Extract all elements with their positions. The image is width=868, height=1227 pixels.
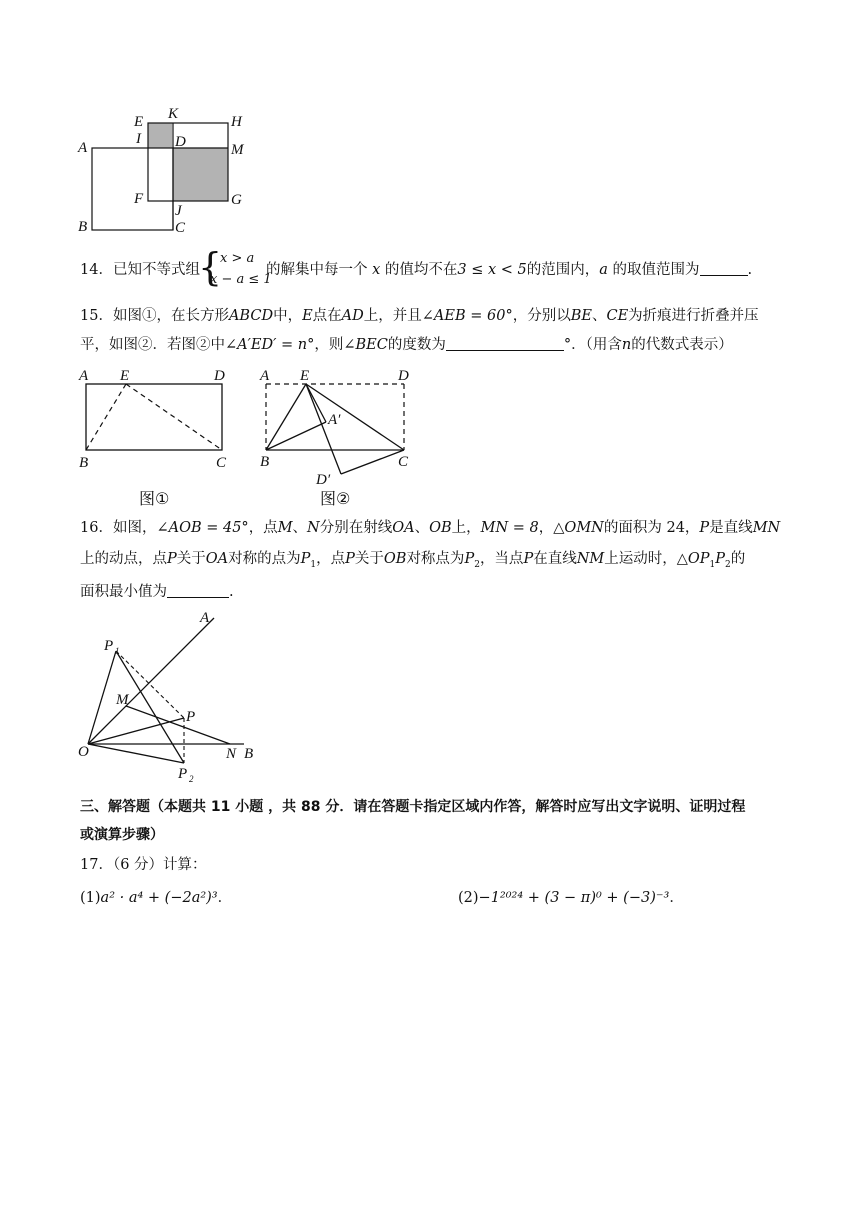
q16-line-nm: NM — [576, 551, 605, 567]
q16-ray-ob: OB — [429, 520, 452, 536]
label-H: H — [231, 114, 242, 130]
q15-text: 的代数式表示） — [631, 337, 733, 353]
question-17-part-1 — [80, 888, 232, 908]
q16-text: 的面积为 24， — [603, 520, 700, 536]
q16-text: 分别在射线 — [319, 520, 393, 536]
q16-text: 对称的点为 — [228, 551, 301, 567]
q17-part1-end: ． — [217, 890, 233, 906]
q16-p2: P — [464, 551, 475, 567]
section-3-heading-line-2: 或演算步骤） — [80, 827, 164, 843]
q16-text: 如图， — [112, 520, 157, 536]
fig1-label-D: D — [214, 368, 225, 384]
q15-point-e: E — [302, 308, 313, 324]
q16-text: 在直线 — [533, 551, 577, 567]
q16-point-m: M — [277, 520, 293, 536]
fig2-label-C: C — [398, 454, 409, 470]
q16-text: 、 — [414, 520, 430, 536]
q16-text: ，当点 — [479, 551, 524, 567]
q16-mn-eq: MN = 8 — [480, 520, 539, 536]
fig1-label-C: C — [216, 455, 227, 471]
q16-p1-sub: 1 — [310, 559, 317, 570]
q15-angle-bec: ∠BEC — [343, 337, 388, 353]
q14-rest — [266, 260, 752, 280]
section-3-heading-line-1: 三、解答题（本题共 11 小题 ，共 88 分．请在答题卡指定区域内作答，解答时应写出文字说明、证明过程 — [80, 799, 746, 815]
q16-text: 上， — [451, 520, 481, 536]
q16-text: 面积最小值为 — [80, 584, 167, 600]
q15-angle-aed: ∠A′ED′ = n° — [225, 337, 315, 353]
fig16-label-N: N — [226, 746, 237, 762]
figure-15-2-caption: 图② — [320, 489, 351, 508]
q14-middle: 的解集中每一个 — [266, 262, 368, 278]
q16-text: 是直线 — [709, 520, 753, 536]
q16-text: ， — [538, 520, 554, 536]
q14-var-x: x — [372, 262, 381, 278]
shaded-square-small — [148, 123, 172, 148]
label-D: D — [175, 134, 186, 150]
q17-number: 17． — [80, 857, 113, 873]
q14-brace: { — [198, 245, 223, 289]
q15-text: 点在 — [312, 308, 342, 324]
label-F: F — [134, 191, 144, 207]
q16-p1: P — [300, 551, 311, 567]
q16-point-p: P — [345, 551, 355, 567]
q16-end: . — [229, 584, 234, 600]
q16-answer-blank — [167, 583, 229, 598]
q14-system-line-2: x − a ≤ 1 — [210, 272, 272, 287]
q14-answer-blank — [700, 261, 748, 276]
q15-seg-be: BE — [570, 308, 592, 324]
q16-point-p: P — [523, 551, 534, 567]
q14-system-line-1: x > a — [220, 251, 255, 266]
figure-16 — [74, 608, 268, 786]
label-K: K — [168, 106, 179, 122]
label-E: E — [134, 114, 144, 130]
q16-ray-ob: OB — [383, 551, 407, 567]
fig16-label-O: O — [78, 744, 89, 760]
q16-text: 上的动点，点 — [80, 551, 167, 567]
fig2-label-E: E — [300, 368, 310, 384]
q16-tri-sub1: 1 — [709, 559, 716, 570]
q16-tri-sub2: 2 — [725, 559, 731, 570]
q16-tri-omn: △OMN — [553, 520, 604, 536]
q15-text: ，分别以 — [512, 308, 571, 324]
q16-angle-aob: ∠AOB = 45° — [156, 520, 249, 536]
q14-middle2: 的值均不在 — [384, 262, 458, 278]
fig2-label-A: A — [260, 368, 270, 384]
q14-var-a: a — [599, 262, 608, 278]
q15-seg-ad: AD — [341, 308, 364, 324]
fig2-label-D: D — [398, 368, 409, 384]
label-J: J — [175, 203, 182, 219]
fig16-label-P1: P — [104, 638, 114, 654]
q15-seg-ce: CE — [606, 308, 629, 324]
q16-line-mn: MN — [752, 520, 781, 536]
q16-text: 关于 — [176, 551, 206, 567]
question-17-header — [80, 855, 207, 875]
q15-text: 中， — [273, 308, 303, 324]
fig1-label-E: E — [120, 368, 130, 384]
q16-tri-p: P — [715, 551, 726, 567]
q17-part1-label: (1) — [80, 890, 101, 906]
q15-text: 平，如图②．若图②中 — [80, 337, 225, 353]
q15-text: 、 — [591, 308, 607, 324]
q16-text: 关于 — [354, 551, 384, 567]
q14-end: . — [747, 262, 753, 278]
q15-var-n: n — [621, 337, 632, 353]
question-16-line-2 — [80, 549, 745, 575]
q16-text: 、 — [292, 520, 308, 536]
q16-text: 的 — [730, 551, 746, 567]
fig1-label-A: A — [79, 368, 89, 384]
q16-ray-oa: OA — [205, 551, 229, 567]
fig16-label-A: A — [200, 610, 210, 626]
q15-text: 上，并且 — [363, 308, 422, 324]
label-A: A — [78, 140, 88, 156]
q14-suffix: 的取值范围为 — [612, 262, 700, 278]
figure-rectangles — [76, 104, 266, 238]
figure-15-2 — [256, 364, 416, 488]
question-16-line-1 — [80, 518, 780, 538]
q15-angle-aeb: ∠AEB = 60° — [421, 308, 513, 324]
q16-text: ，点 — [248, 520, 278, 536]
q17-part2-expr: −1²⁰²⁴ + (3 − π)⁰ + (−3)⁻³ — [478, 890, 670, 906]
q15-text: °．（用含 — [563, 337, 622, 353]
q16-text: 对称点为 — [406, 551, 465, 567]
q14-number: 14． — [80, 262, 113, 278]
fig16-label-B: B — [244, 746, 254, 762]
q17-part2-end: ． — [669, 890, 684, 906]
q15-answer-blank — [446, 336, 564, 351]
q17-part2-label: (2) — [458, 890, 479, 906]
q15-text: 的度数为 — [387, 337, 446, 353]
fig16-label-P1-sub: 1 — [115, 646, 120, 656]
q17-header: （6 分）计算： — [112, 857, 207, 873]
figure-15-1 — [76, 364, 236, 472]
label-C: C — [175, 220, 186, 236]
q15-rect: ABCD — [228, 308, 274, 324]
q16-text: 上运动时， — [604, 551, 677, 567]
label-I: I — [136, 131, 141, 147]
fig2-label-D-prime: D′ — [316, 472, 331, 488]
label-G: G — [231, 192, 242, 208]
fig1-label-B: B — [79, 455, 89, 471]
q16-number: 16． — [80, 520, 113, 536]
label-M: M — [231, 142, 244, 158]
fig2-label-A-prime: A′ — [328, 412, 341, 428]
q16-tri-op: △OP — [676, 551, 710, 567]
fig16-label-P2-sub: 2 — [189, 774, 194, 784]
q16-text: ，点 — [316, 551, 346, 567]
question-15-line-1 — [80, 306, 759, 326]
q16-point-p: P — [699, 520, 710, 536]
q14-range: 3 ≤ x < 5 — [457, 262, 527, 278]
figure-15-1-caption: 图① — [139, 489, 170, 508]
fig16-label-P2: P — [178, 766, 188, 782]
shaded-square-large — [173, 148, 228, 201]
q15-text: ，则 — [314, 337, 344, 353]
question-16-line-3 — [80, 582, 234, 602]
fig2-label-B: B — [260, 454, 270, 470]
q15-number: 15． — [80, 308, 113, 324]
q14-prefix: 已知不等式组 — [112, 262, 200, 278]
q16-point-n: N — [307, 520, 320, 536]
q16-point-p: P — [167, 551, 177, 567]
label-B: B — [78, 219, 88, 235]
q15-text: 如图①，在长方形 — [112, 308, 229, 324]
q16-ray-oa: OA — [392, 520, 415, 536]
question-15-line-2 — [80, 335, 733, 355]
q14-middle3: 的范围内， — [526, 262, 600, 278]
question-17-part-2 — [458, 888, 684, 908]
q16-p2-sub: 2 — [474, 559, 480, 570]
question-14 — [80, 260, 200, 280]
q15-text: 为折痕进行折叠并压 — [628, 308, 759, 324]
fig16-label-P: P — [186, 709, 196, 725]
fig16-label-M: M — [116, 692, 129, 708]
q17-part1-expr: a² · a⁴ + (−2a²)³ — [100, 890, 218, 906]
